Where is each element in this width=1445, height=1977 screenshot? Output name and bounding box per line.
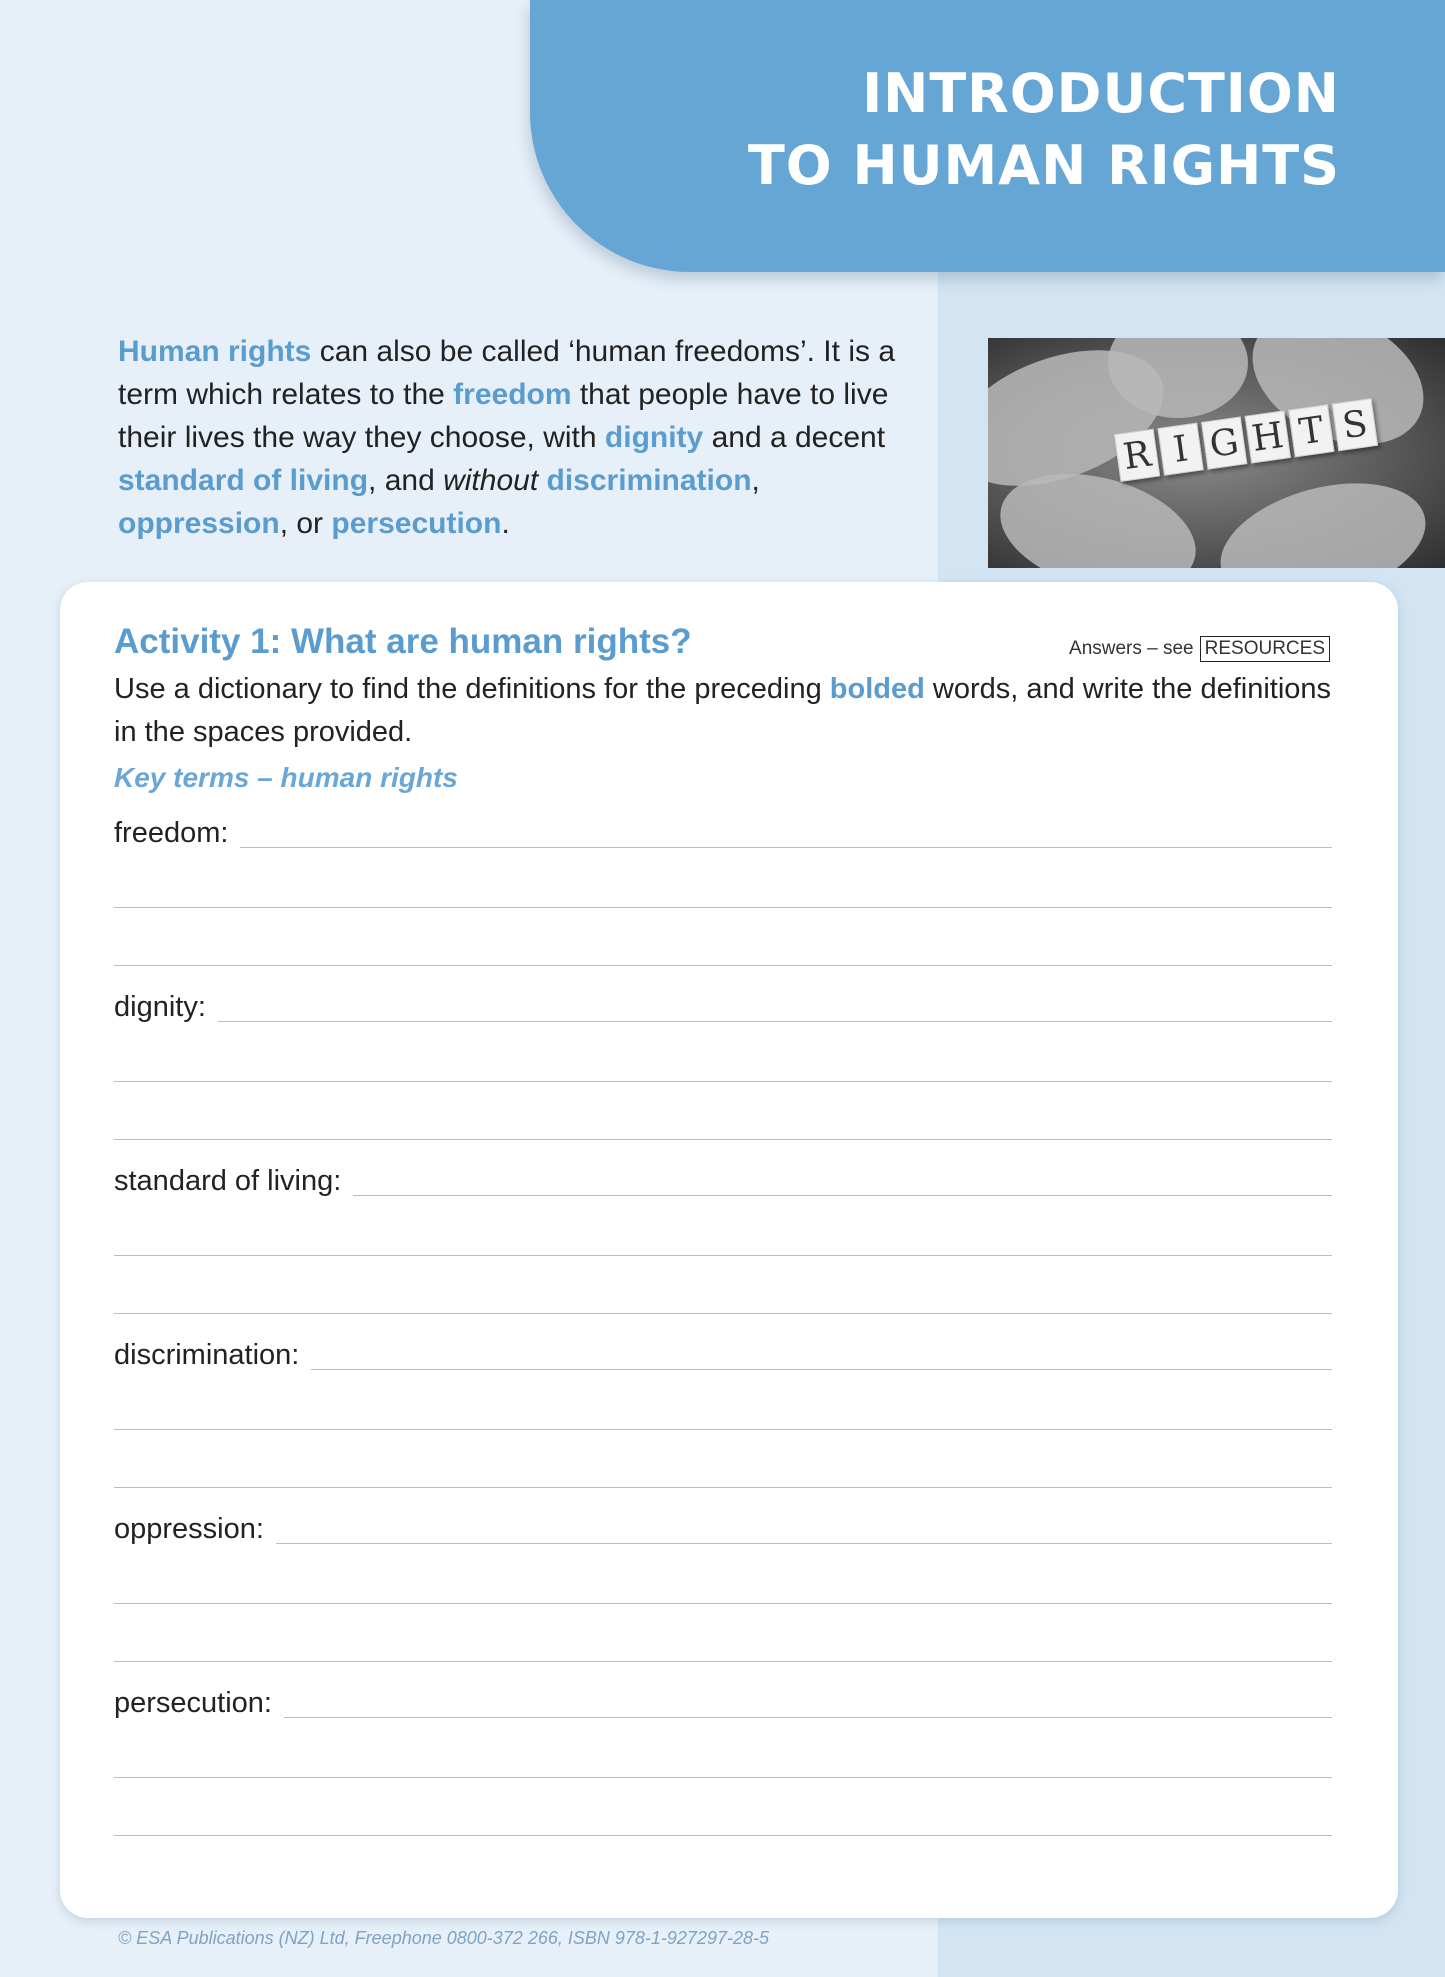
answer-line[interactable]: [114, 1430, 1332, 1488]
answer-line[interactable]: [114, 1720, 1332, 1778]
intro-text: that people have to live their lives the way they choose, with: [118, 378, 889, 454]
answer-line[interactable]: [218, 1021, 1332, 1022]
key-terms-heading: Key terms – human rights: [114, 762, 458, 793]
intro-text: , or: [279, 507, 332, 540]
answer-line[interactable]: [240, 847, 1332, 848]
letter-tile: S: [1332, 398, 1378, 451]
answers-reference: [1069, 636, 1330, 662]
term-label: oppression:: [114, 1513, 264, 1545]
term-freedom: [114, 792, 1332, 966]
answer-line[interactable]: [114, 1546, 1332, 1604]
activity-instructions: [114, 668, 1344, 754]
answer-line[interactable]: [114, 850, 1332, 908]
keyword-persecution: persecution: [331, 507, 502, 540]
answer-line[interactable]: [311, 1369, 1332, 1370]
term-label: discrimination:: [114, 1339, 300, 1371]
term-row: [114, 1140, 1332, 1198]
instruction-text: Use a dictionary to find the definitions for the preceding: [114, 673, 830, 705]
term-row: [114, 792, 1332, 850]
intro-text: ,: [751, 464, 760, 497]
resources-link[interactable]: RESOURCES: [1200, 636, 1330, 662]
letter-tile: G: [1201, 417, 1247, 470]
intro-paragraph: [118, 330, 938, 545]
answer-line[interactable]: [114, 1778, 1332, 1836]
intro-text: can also be called ‘human freedoms’. It is a term which relates to the: [118, 335, 895, 411]
answer-line[interactable]: [114, 908, 1332, 966]
answer-line[interactable]: [114, 1372, 1332, 1430]
keyword-oppression: oppression: [118, 507, 280, 540]
answer-line[interactable]: [114, 1082, 1332, 1140]
keyword-freedom: freedom: [453, 378, 572, 411]
term-label: persecution:: [114, 1687, 272, 1719]
intro-text: , and: [368, 464, 444, 497]
answer-line[interactable]: [353, 1195, 1332, 1196]
term-standard-of-living: [114, 1140, 1332, 1314]
answer-line[interactable]: [114, 1604, 1332, 1662]
letter-tile: R: [1114, 429, 1160, 482]
term-row: [114, 1662, 1332, 1720]
instruction-bolded: bolded: [829, 673, 925, 705]
intro-text: [538, 464, 546, 497]
letter-tile: T: [1288, 404, 1334, 457]
letter-tile: H: [1245, 410, 1291, 463]
title-line-2: TO HUMAN RIGHTS: [747, 134, 1340, 197]
term-discrimination: [114, 1314, 1332, 1488]
rights-photo: [988, 338, 1445, 568]
letter-tile: I: [1157, 423, 1203, 476]
hand-shape: [1207, 463, 1438, 568]
term-oppression: [114, 1488, 1332, 1662]
term-row: [114, 966, 1332, 1024]
answer-line[interactable]: [114, 1256, 1332, 1314]
header-banner: [530, 0, 1445, 272]
activity-card: [60, 582, 1398, 1918]
keyword-discrimination: discrimination: [546, 464, 752, 497]
keyword-human-rights: Human rights: [118, 335, 312, 368]
keyword-standard-of-living: standard of living: [118, 464, 369, 497]
instruction-text: words, and write the definitions in the spaces provided.: [114, 673, 1332, 748]
page-title: [748, 58, 1340, 202]
term-persecution: [114, 1662, 1332, 1836]
term-dignity: [114, 966, 1332, 1140]
answer-line[interactable]: [276, 1543, 1332, 1544]
term-label: freedom:: [114, 817, 229, 849]
answer-line[interactable]: [114, 1024, 1332, 1082]
term-label: dignity:: [114, 991, 206, 1023]
intro-text: and a decent: [703, 421, 886, 454]
answer-line[interactable]: [114, 1198, 1332, 1256]
term-row: [114, 1314, 1332, 1372]
answer-line[interactable]: [284, 1717, 1332, 1718]
term-label: standard of living:: [114, 1165, 342, 1197]
activity-title: Activity 1: What are human rights?: [114, 622, 692, 661]
copyright-footer: © ESA Publications (NZ) Ltd, Freephone 0800-372 266, ISBN 978-1-927297-28-5: [118, 1928, 769, 1948]
answers-label: Answers – see: [1069, 638, 1194, 659]
term-row: [114, 1488, 1332, 1546]
keyword-dignity: dignity: [604, 421, 704, 454]
intro-text: .: [501, 507, 510, 540]
intro-emphasis: without: [443, 464, 539, 497]
title-line-1: INTRODUCTION: [862, 62, 1340, 125]
